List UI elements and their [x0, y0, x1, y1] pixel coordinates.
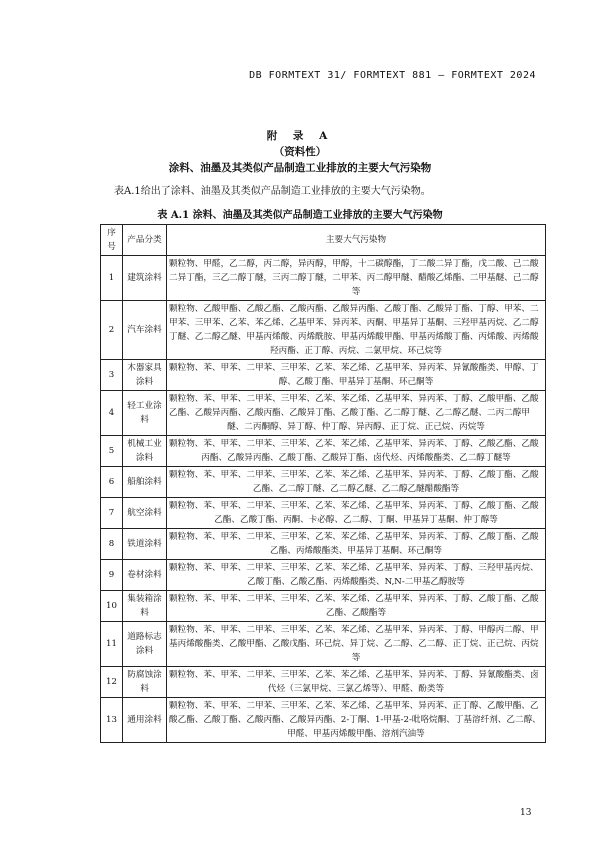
table-row [101, 467, 546, 498]
row-seq: 10 [101, 591, 123, 622]
header-category: 产品分类 [123, 225, 167, 256]
table-row [101, 591, 546, 622]
pollutant-table [100, 224, 546, 743]
row-seq: 5 [101, 436, 123, 467]
table-row [101, 498, 546, 529]
row-pollutants: 颗粒物、苯、甲苯、二甲苯、三甲苯、乙苯、苯乙烯、乙基甲苯、异丙苯、丁醇、乙酸乙酯、乙酸丙酯、乙酸异丙酯、乙酸丁酯、乙酸异丁酯、卤代烃、丙烯酸酯类、乙二醇丁醚等 [167, 436, 546, 467]
table-row [101, 560, 546, 591]
page-number: 13 [520, 808, 532, 818]
row-pollutants: 颗粒物、苯、甲苯、二甲苯、三甲苯、乙苯、苯乙烯、乙基甲苯、异丙苯、丁醇、乙酸丁酯、乙酸乙酯、乙二醇丁醚、乙二醇乙醚、乙二醇乙醚醋酸酯等 [167, 467, 546, 498]
table-row [101, 436, 546, 467]
row-seq: 6 [101, 467, 123, 498]
row-pollutants: 颗粒物、苯、甲苯、二甲苯、三甲苯、乙苯、苯乙烯、乙基甲苯、异丙苯、丁醇、乙酸丁酯、乙酸乙酯、乙酸酯等 [167, 591, 546, 622]
row-pollutants: 颗粒物、苯、甲苯、二甲苯、三甲苯、乙苯、苯乙烯、乙基甲苯、异丙苯、丁醇、乙酸甲酯、乙酸乙酯、乙酸异丙酯、乙酸丙酯、乙酸异丁酯、乙酸丁酯、乙二醇丁醚、乙二醇乙醚、二丙二醇甲醚、二丙酮醇、异丁醇、仲丁醇、异丙醇、正丁烷、正己烷、丙烷等 [167, 391, 546, 436]
table-row [101, 360, 546, 391]
row-category: 建筑涂料 [123, 256, 167, 301]
row-pollutants: 颗粒物、苯、甲苯、二甲苯、三甲苯、乙苯、苯乙烯、乙基甲苯、异丙苯、丁醇、三羟甲基丙烷、乙酸丁酯、乙酸乙酯、丙烯酸酯类、N,N-二甲基乙醇胺等 [167, 560, 546, 591]
row-category: 木器家具涂料 [123, 360, 167, 391]
row-pollutants: 颗粒物、乙酸甲酯、乙酸乙酯、乙酸丙酯、乙酸异丙酯、乙酸丁酯、乙酸异丁酯、丁醇、甲苯、二甲苯、三甲苯、乙苯、苯乙烯、乙基甲苯、异丙苯、丙酮、甲基异丁基酮、三羟甲基丙烷、乙二醇丁醚、乙二醇乙醚、甲基丙烯酸、丙烯酰胺、甲基丙烯酸甲酯、甲基丙烯酸丁酯、丙烯酸、丙烯酸羟丙酯、正丁醇、丙烷、二氯甲烷、环己烷等 [167, 301, 546, 360]
row-category: 集装箱涂料 [123, 591, 167, 622]
document-header: DB FORMTEXT 31/ FORMTEXT 881 — FORMTEXT 2024 [249, 70, 536, 81]
row-category: 道路标志涂料 [123, 622, 167, 667]
row-category: 轻工业涂料 [123, 391, 167, 436]
appendix-note: （资料性） [273, 146, 327, 158]
row-category: 通用涂料 [123, 698, 167, 743]
row-seq: 4 [101, 391, 123, 436]
table-row [101, 256, 546, 301]
row-category: 防腐蚀涂料 [123, 667, 167, 698]
row-pollutants: 颗粒物、苯、甲苯、二甲苯、三甲苯、乙苯、苯乙烯、乙基甲苯、异丙苯、异氰酸酯类、甲醇、丁醇、乙酸丁酯、甲基异丁基酮、环己酮等 [167, 360, 546, 391]
table-header-row [101, 225, 546, 256]
row-seq: 3 [101, 360, 123, 391]
table-row [101, 698, 546, 743]
row-category: 汽车涂料 [123, 301, 167, 360]
table-row [101, 391, 546, 436]
appendix-subtitle: 涂料、油墨及其类似产品制造工业排放的主要大气污染物 [168, 162, 432, 174]
row-category: 卷材涂料 [123, 560, 167, 591]
row-pollutants: 颗粒物、苯、甲苯、二甲苯、三甲苯、乙苯、苯乙烯、乙基甲苯、异丙苯、丁醇、甲醇丙二醇、甲基丙烯酸酯类、乙酸甲酯、乙酸戊酯、环己烷、异丁烷、乙二醇、乙二醇、正丁烷、正己烷、丙烷等 [167, 622, 546, 667]
table-row [101, 301, 546, 360]
row-seq: 2 [101, 301, 123, 360]
row-pollutants: 颗粒物、苯、甲苯、二甲苯、三甲苯、乙苯、苯乙烯、乙基甲苯、异丙苯、丁醇、乙酸丁酯、乙酸乙酯、乙酸丁酯、丙酮、卡必醇、乙二醇、丁酮、甲基异丁基酮、仲丁醇等 [167, 498, 546, 529]
row-seq: 12 [101, 667, 123, 698]
row-category: 船舶涂料 [123, 467, 167, 498]
row-seq: 7 [101, 498, 123, 529]
row-category: 航空涂料 [123, 498, 167, 529]
row-pollutants: 颗粒物、甲醛，乙二醇，丙二醇，异丙醇，甲醇，十二碳醇酯，丁二酸二异丁酯，戊二酸、己二酸二异丁酯，三乙二醇丁醚，三丙二醇丁醚，二甲苯、丙二醇甲醚、醋酸乙烯酯、二甲基醚、己二醇等 [167, 256, 546, 301]
row-seq: 13 [101, 698, 123, 743]
intro-paragraph: 表A.1给出了涂料、油墨及其类似产品制造工业排放的主要大气污染物。 [114, 186, 431, 197]
row-seq: 11 [101, 622, 123, 667]
row-category: 铁道涂料 [123, 529, 167, 560]
table-row [101, 529, 546, 560]
row-seq: 1 [101, 256, 123, 301]
table-row [101, 622, 546, 667]
table-row [101, 667, 546, 698]
appendix-title: 附 录 A [266, 130, 334, 142]
header-pollutants: 主要大气污染物 [167, 225, 546, 256]
row-pollutants: 颗粒物、苯、甲苯、二甲苯、三甲苯、乙苯、苯乙烯、乙基甲苯、异丙苯、丁醇、异氰酸酯类、卤代烃（三氯甲烷、三氯乙烯等）、甲醛、酚类等 [167, 667, 546, 698]
header-seq: 序号 [101, 225, 123, 256]
row-pollutants: 颗粒物、苯、甲苯、二甲苯、三甲苯、乙苯、苯乙烯、乙基甲苯、异丙苯、丁醇、乙酸丁酯、乙酸乙酯、丙烯酸酯类、甲基异丁基酮、环己酮等 [167, 529, 546, 560]
row-seq: 8 [101, 529, 123, 560]
row-seq: 9 [101, 560, 123, 591]
table-caption: 表 A.1 涂料、油墨及其类似产品制造工业排放的主要大气污染物 [157, 210, 443, 221]
row-pollutants: 颗粒物、苯、甲苯、二甲苯、三甲苯、乙苯、苯乙烯、乙基甲苯、异丙苯、正丁醇、乙酸甲酯、乙酸乙酯、乙酸丁酯、乙酸丙酯、乙酸异丙酯、2-丁酮、1-甲基-2-吡咯烷酮、丁基溶纤剂、乙二醇、甲醛、甲基丙烯酸甲酯、溶剂汽油等 [167, 698, 546, 743]
row-category: 机械工业涂料 [123, 436, 167, 467]
